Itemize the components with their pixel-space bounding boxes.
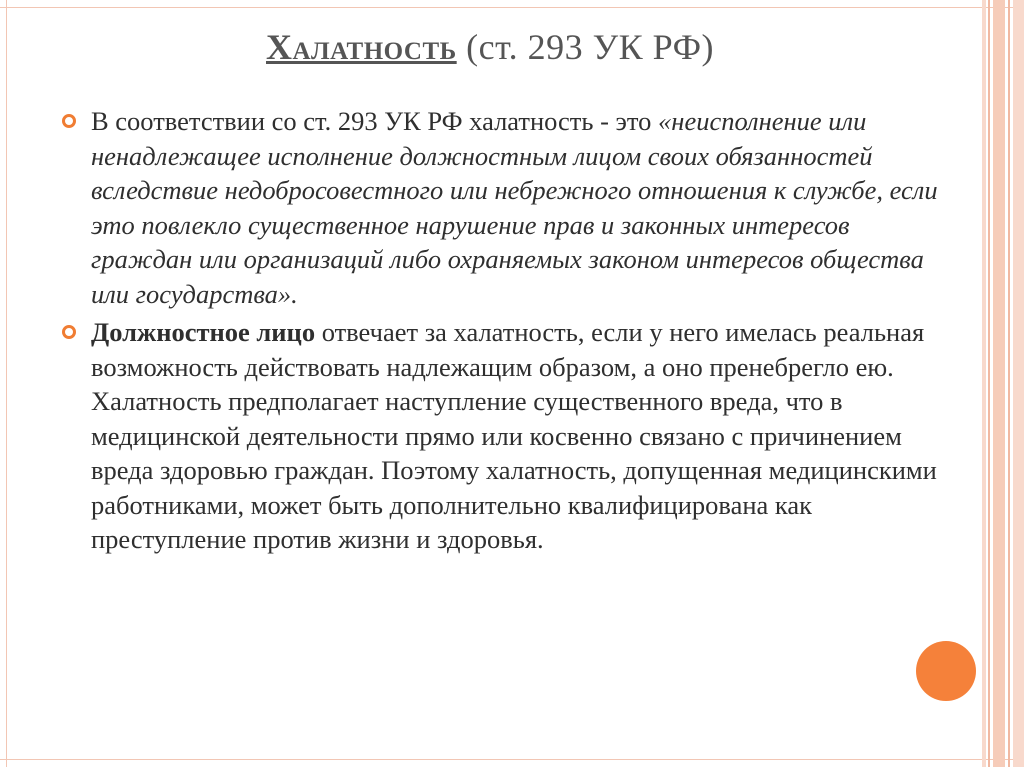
decor-stripe — [993, 0, 1005, 767]
decor-circle — [916, 641, 976, 701]
bullet-icon — [62, 114, 76, 128]
title-suffix: (ст. 293 УК РФ) — [456, 27, 714, 67]
frame-line-top — [0, 7, 1024, 8]
definition-intro: В соответствии со ст. 293 УК РФ халатность - это — [91, 106, 659, 136]
frame-line-left — [6, 0, 7, 767]
frame-line-bottom — [0, 759, 1024, 760]
decor-stripe — [1008, 0, 1010, 767]
decor-stripe — [982, 0, 986, 767]
definition-quote: «неисполнение или ненадлежащее исполнение должностным лицом своих обязанностей вследствие недобросовестного или небрежного отношения к службе, если это повлекло существенное нарушение прав и законных интересов граждан или организаций либо охраняемых законом интересов общества или государства». — [91, 106, 938, 309]
bullet-item-definition — [62, 104, 952, 311]
slide-title — [0, 26, 980, 68]
decor-stripe — [988, 0, 990, 767]
title-main: Халатность — [266, 27, 457, 67]
slide-content — [62, 104, 952, 561]
bullet-item-official — [62, 315, 952, 557]
decor-stripe — [1013, 0, 1024, 767]
bullet-icon — [62, 325, 76, 339]
official-text: отвечает за халатность, если у него имелась реальная возможность действовать надлежащим образом, а оно пренебрегло ею. Халатность предполагает наступление существенного вреда, что в медицинской деятельности прямо или косвенно связано с причинением вреда здоровью граждан. Поэтому халатность, допущенная медицинскими работниками, может быть дополнительно квалифицирована как преступление против жизни и здоровья. — [91, 317, 937, 554]
official-term: Должностное лицо — [91, 317, 316, 347]
